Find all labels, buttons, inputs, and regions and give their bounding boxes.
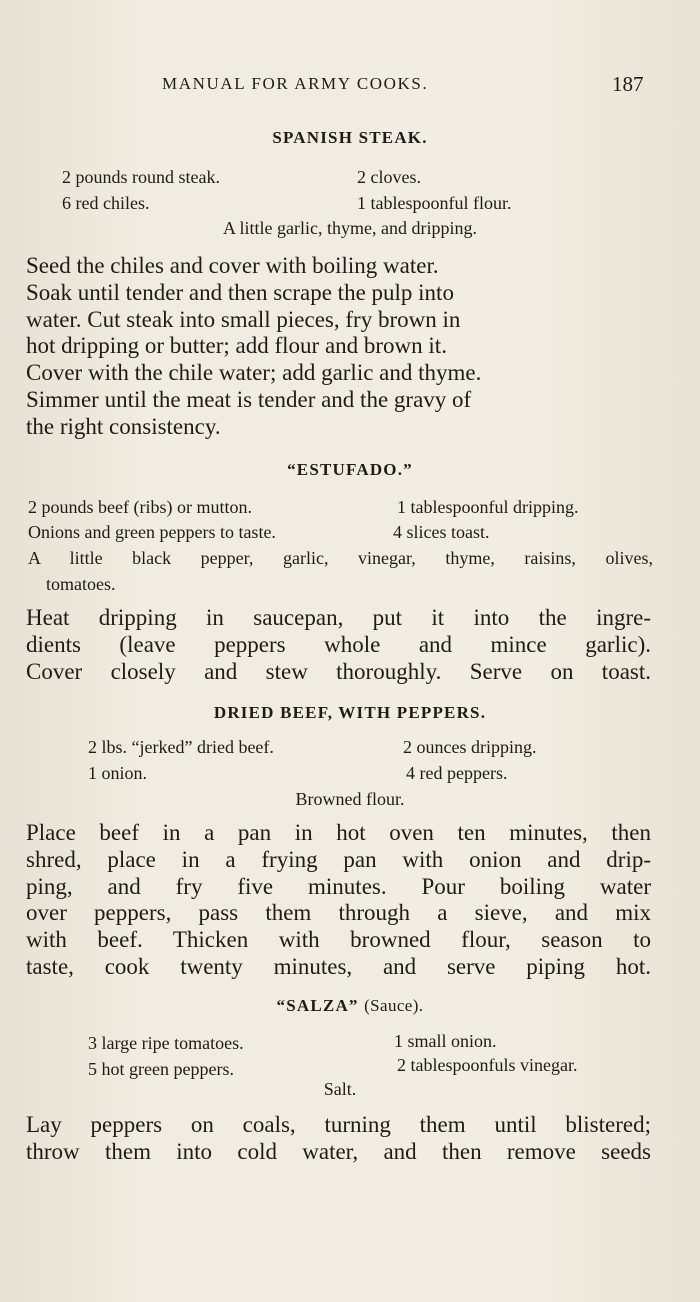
- recipe-title-spanish-steak: SPANISH STEAK.: [272, 128, 428, 147]
- ingredient: 4 red peppers.: [406, 763, 508, 783]
- ingredient: 2 ounces dripping.: [403, 737, 537, 757]
- direction-line: Lay peppers on coals, turning them until blistered;: [26, 1112, 651, 1137]
- direction-line: with beef. Thicken with browned flour, season to: [26, 927, 651, 953]
- direction-line: Heat dripping in saucepan, put it into the ingre-: [26, 605, 651, 630]
- recipe-title-estufado: “ESTUFADO.”: [287, 460, 413, 479]
- ingredient-centered: Salt.: [323, 1079, 357, 1099]
- ingredient: Onions and green peppers to taste.: [28, 522, 276, 542]
- direction-line: the right consistency.: [26, 413, 221, 439]
- direction-line: water. Cut steak into small pieces, fry brown in: [26, 306, 461, 332]
- direction-line: over peppers, pass them through a sieve, and mix: [26, 900, 651, 926]
- ingredient: 2 pounds round steak.: [62, 167, 220, 187]
- direction-line: Seed the chiles and cover with boiling water.: [26, 253, 439, 278]
- direction-line: hot dripping or butter; add flour and brown it.: [26, 333, 447, 359]
- direction-line: ping, and fry five minutes. Pour boiling water: [26, 873, 651, 899]
- ingredient: 2 tablespoonfuls vinegar.: [397, 1055, 578, 1075]
- running-head-title: MANUAL FOR ARMY COOKS.: [162, 74, 429, 93]
- direction-line: shred, place in a frying pan with onion and drip-: [26, 846, 651, 872]
- recipe-title-dried-beef: DRIED BEEF, WITH PEPPERS.: [213, 703, 487, 722]
- ingredient: 1 tablespoonful flour.: [357, 193, 512, 213]
- ingredient: 3 large ripe tomatoes.: [88, 1033, 244, 1053]
- recipe-title-suffix: (Sauce).: [364, 996, 424, 1015]
- ingredient-wrapped: [28, 545, 653, 597]
- recipe-directions: [26, 820, 651, 981]
- ingredient-centered: Browned flour.: [295, 789, 405, 809]
- direction-line: Cover closely and stew thoroughly. Serve on toast.: [26, 658, 651, 684]
- recipe-directions: [26, 605, 651, 685]
- direction-line: Soak until tender and then scrape the pulp into: [26, 279, 454, 305]
- direction-line: dients (leave peppers whole and mince garlic).: [26, 631, 651, 657]
- ingredient: 6 red chiles.: [62, 193, 150, 213]
- ingredient: 5 hot green peppers.: [88, 1059, 234, 1079]
- ingredient-line: A little black pepper, garlic, vinegar, thyme, raisins, olives,: [28, 548, 653, 568]
- ingredient: 2 pounds beef (ribs) or mutton.: [28, 497, 252, 517]
- ingredient: 4 slices toast.: [393, 522, 490, 542]
- recipe-title-salza: [0, 996, 700, 1016]
- running-head: [0, 74, 700, 100]
- direction-line: Place beef in a pan in hot oven ten minutes, then: [26, 820, 651, 845]
- direction-line: throw them into cold water, and then remove seeds: [26, 1138, 651, 1164]
- ingredient-centered: A little garlic, thyme, and dripping.: [223, 218, 477, 238]
- ingredient: 1 small onion.: [394, 1031, 497, 1051]
- ingredient: 1 onion.: [88, 763, 148, 783]
- direction-line: taste, cook twenty minutes, and serve piping hot.: [26, 953, 651, 979]
- ingredient-line: tomatoes.: [46, 574, 116, 594]
- recipe-directions: [26, 1112, 651, 1166]
- ingredient: 2 lbs. “jerked” dried beef.: [88, 737, 274, 757]
- page-number: 187: [612, 72, 644, 96]
- ingredient: 2 cloves.: [357, 167, 421, 187]
- recipe-title-text: “SALZA”: [276, 996, 359, 1015]
- ingredient: 1 tablespoonful dripping.: [397, 497, 579, 517]
- direction-line: Simmer until the meat is tender and the gravy of: [26, 386, 472, 412]
- direction-line: Cover with the chile water; add garlic and thyme.: [26, 360, 482, 386]
- recipe-directions: [26, 253, 651, 441]
